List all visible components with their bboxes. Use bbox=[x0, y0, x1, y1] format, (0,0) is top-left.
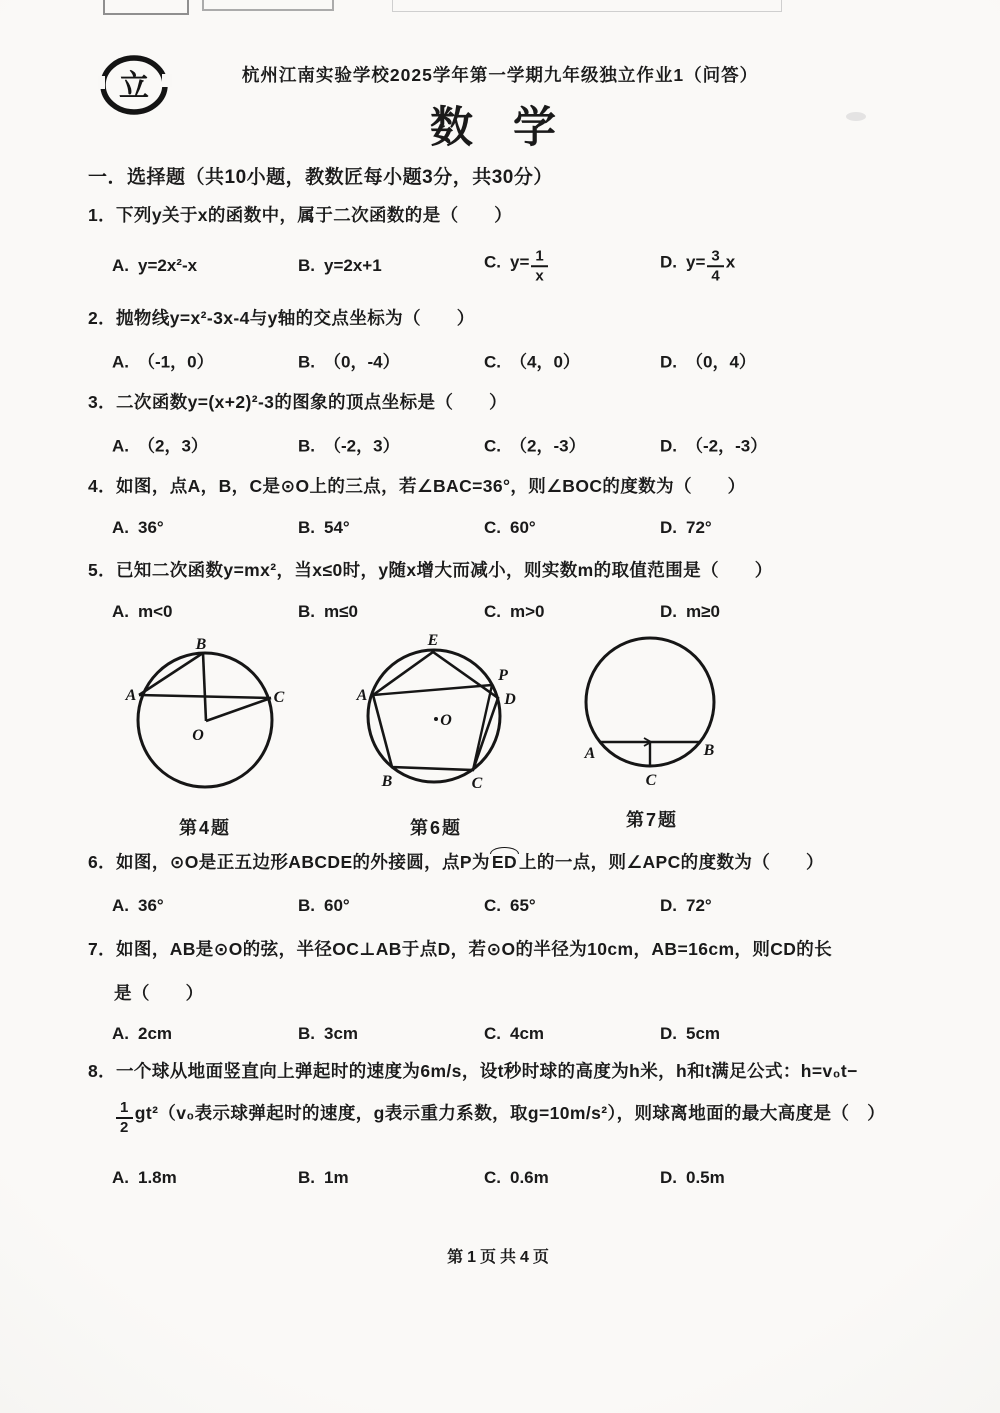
question-6-options bbox=[0, 888, 1000, 924]
question-7-option-b: B. 3cm bbox=[298, 1024, 359, 1043]
question-5-option-c: C. m>0 bbox=[484, 602, 545, 621]
question-3-options bbox=[0, 426, 1000, 462]
question-2-option-b: B. （0，-4） bbox=[298, 352, 400, 372]
question-8-option-c: C. 0.6m bbox=[484, 1168, 549, 1187]
figure-q4 bbox=[122, 638, 288, 840]
point-label-c: C bbox=[471, 775, 483, 792]
question-6-option-a: A. 36° bbox=[112, 896, 164, 915]
point-label-b: B bbox=[381, 773, 393, 790]
question-4-options bbox=[0, 510, 1000, 546]
point-label-a: A bbox=[584, 745, 596, 762]
question-6-option-b: B. 60° bbox=[298, 896, 350, 915]
question-5-options bbox=[0, 594, 1000, 630]
question-2-option-c: C. （4，0） bbox=[484, 352, 580, 372]
question-1-option-d: D. y= $\frac{3}{4}$ x bbox=[660, 247, 736, 284]
question-2-stem: 2．抛物线y=x²-3x-4与y轴的交点坐标为（ ） bbox=[88, 308, 475, 328]
question-7-options bbox=[0, 1016, 1000, 1052]
question-8-stem-line2: $\frac{1}{2}$ gt²（v₀表示球弹起时的速度，g表示重力系数，取g=10m/s²），则球离地面的最大高度是（ ） bbox=[114, 1100, 885, 1136]
page-number: 第1页共4页 bbox=[447, 1249, 553, 1266]
question-6-option-c: C. 65° bbox=[484, 896, 536, 915]
question-7-stem-line1: 7．如图，AB是⊙O的弦，半径OC⊥AB于点D，若⊙O的半径为10cm，AB=16cm，则CD的长 bbox=[88, 939, 833, 959]
point-label-a: A bbox=[125, 687, 137, 704]
question-1-option-a: A. y=2x²-x bbox=[112, 256, 198, 275]
point-label-b: B bbox=[703, 742, 715, 759]
question-5-option-b: B. m≤0 bbox=[298, 602, 358, 621]
question-1-options bbox=[0, 240, 1000, 292]
scan-artifact-box-2 bbox=[202, 0, 334, 11]
section-heading: 一．选择题（共10小题，教数匠每小题3分，共30分） bbox=[88, 167, 553, 188]
figure-q4-caption: 第4题 bbox=[178, 818, 231, 838]
point-label-c: C bbox=[645, 772, 657, 789]
question-6-option-d: D. 72° bbox=[660, 896, 712, 915]
question-4-option-c: C. 60° bbox=[484, 518, 536, 537]
question-3-option-d: D. （-2，-3） bbox=[660, 436, 768, 456]
question-8-option-b: B. 1m bbox=[298, 1168, 349, 1187]
point-label-o: O bbox=[192, 727, 204, 744]
circle-diagram-q7 bbox=[577, 632, 727, 796]
question-3-stem: 3．二次函数y=(x+2)²-3的图象的顶点坐标是（ ） bbox=[88, 392, 508, 412]
figure-q6 bbox=[350, 634, 522, 840]
point-label-o: O bbox=[440, 712, 452, 729]
question-8-options bbox=[0, 1160, 1000, 1196]
question-8-stem-line1: 8．一个球从地面竖直向上弹起时的速度为6m/s，设t秒时球的高度为h米，h和t满足公式：h=v₀t− bbox=[88, 1061, 858, 1081]
figure-q7 bbox=[576, 632, 728, 832]
question-1-option-b: B. y=2x+1 bbox=[298, 256, 382, 275]
point-label-c: C bbox=[273, 689, 285, 706]
question-6-stem: 6．如图，⊙O是正五边形ABCDE的外接圆，点P为 ED 上的一点，则∠APC的度数为（ ） bbox=[88, 852, 824, 872]
point-label-a: A bbox=[356, 687, 368, 704]
question-1-stem: 1．下列y关于x的函数中，属于二次函数的是（ ） bbox=[88, 205, 513, 225]
figure-q6-caption: 第6题 bbox=[409, 818, 462, 838]
point-label-p: P bbox=[498, 667, 508, 684]
question-2-option-a: A. （-1，0） bbox=[112, 352, 214, 372]
fraction: $\frac{3}{4}$ bbox=[707, 248, 723, 284]
question-7-stem-line2: 是（ ） bbox=[114, 983, 204, 1003]
scan-artifact-box-3 bbox=[392, 0, 782, 12]
question-4-option-b: B. 54° bbox=[298, 518, 350, 537]
question-3-option-b: B. （-2，3） bbox=[298, 436, 400, 456]
exam-header: 杭州江南实验学校2025学年第一学期九年级独立作业1（问答） bbox=[241, 65, 759, 85]
question-5-option-d: D. m≥0 bbox=[660, 602, 720, 621]
question-3-option-a: A. （2，3） bbox=[112, 436, 208, 456]
scan-artifact-box-1 bbox=[103, 0, 189, 15]
question-5-option-a: A. m<0 bbox=[112, 602, 173, 621]
arc-ed: ED bbox=[491, 852, 518, 872]
question-8-option-d: D. 0.5m bbox=[660, 1168, 725, 1187]
circle-diagram-q6 bbox=[350, 634, 522, 804]
figure-q7-caption: 第7题 bbox=[625, 810, 678, 830]
point-label-b: B bbox=[195, 638, 207, 653]
question-3-option-c: C. （2，-3） bbox=[484, 436, 586, 456]
circle-diagram-q4 bbox=[123, 638, 287, 804]
question-7-option-d: D. 5cm bbox=[660, 1024, 721, 1043]
question-4-option-d: D. 72° bbox=[660, 518, 712, 537]
point-label-d: D bbox=[504, 691, 516, 708]
question-2-options bbox=[0, 342, 1000, 378]
question-4-option-a: A. 36° bbox=[112, 518, 164, 537]
point-label-e: E bbox=[427, 634, 439, 649]
question-2-option-d: D. （0，4） bbox=[660, 352, 756, 372]
question-8-option-a: A. 1.8m bbox=[112, 1168, 177, 1187]
question-7-option-a: A. 2cm bbox=[112, 1024, 173, 1043]
question-7-option-c: C. 4cm bbox=[484, 1024, 545, 1043]
fraction: $\frac{1}{x}$ bbox=[531, 248, 547, 284]
exam-title: 数 学 bbox=[430, 104, 570, 152]
question-1-option-c: C. y= $\frac{1}{x}$ bbox=[484, 248, 550, 284]
logo-glyph: 立 bbox=[119, 70, 149, 103]
fraction: $\frac{1}{2}$ bbox=[116, 1100, 133, 1136]
question-5-stem: 5．已知二次函数y=mx²，当x≤0时，y随x增大而减小，则实数m的取值范围是（ ） bbox=[88, 560, 773, 580]
question-4-stem: 4．如图，点A，B，C是⊙O上的三点，若∠BAC=36°，则∠BOC的度数为（ ） bbox=[88, 476, 746, 496]
